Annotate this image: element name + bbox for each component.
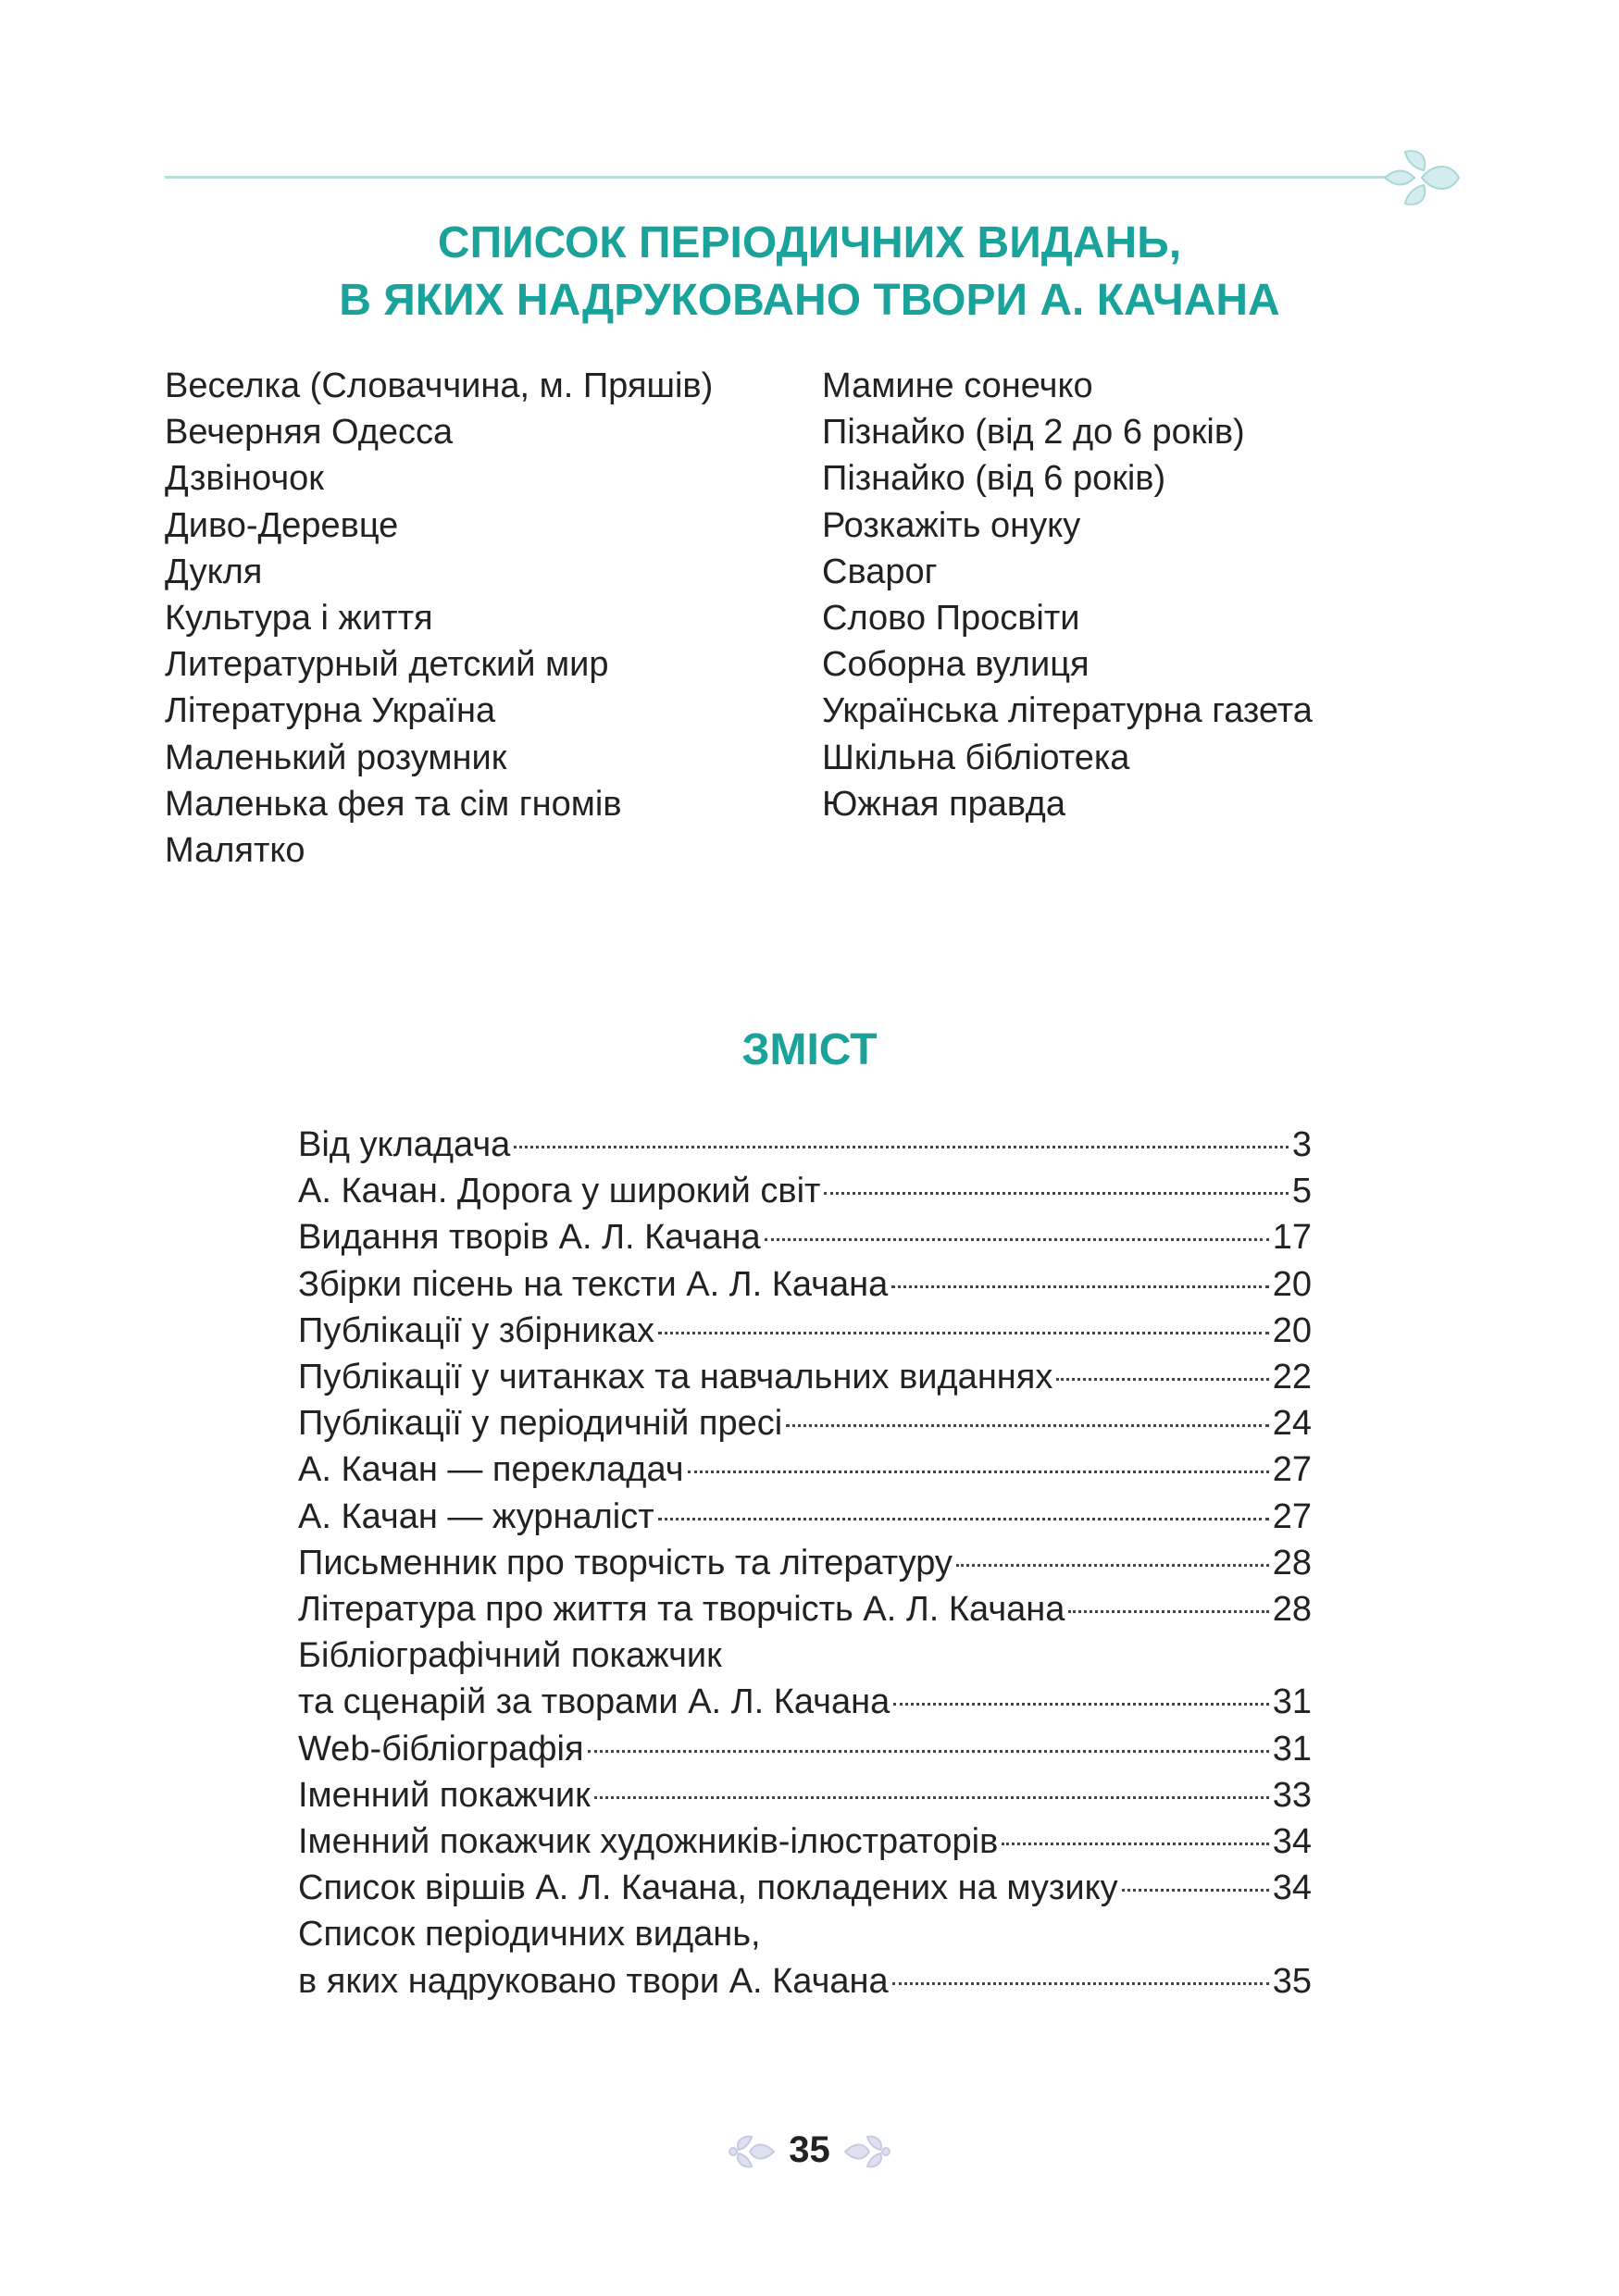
toc-entry-title: Іменний покажчик — [298, 1775, 591, 1815]
toc-entry — [298, 1261, 1312, 1308]
toc-entry-title: Web-бібліографія — [298, 1729, 584, 1769]
toc-entry-title: Публікації у читанках та навчальних виданнях — [298, 1358, 1053, 1397]
toc-dot-leader — [786, 1424, 1269, 1427]
toc-dot-leader — [893, 1703, 1269, 1706]
toc-page-number: 3 — [1291, 1125, 1312, 1164]
toc-page-number: 34 — [1272, 1868, 1312, 1908]
toc-dot-leader — [892, 1982, 1269, 1985]
page-footer — [0, 2127, 1619, 2173]
periodical-item: Соборна вулиця — [822, 645, 1090, 685]
toc-dot-leader — [1056, 1378, 1268, 1381]
toc-dot-leader — [1068, 1610, 1268, 1613]
periodicals-left-column — [165, 363, 713, 874]
toc-entry-title: Письменник про творчість та літературу — [298, 1543, 953, 1582]
right-footer-ornament-icon — [843, 2133, 891, 2170]
toc-entry — [298, 1354, 1312, 1400]
toc-page-number: 28 — [1272, 1543, 1312, 1582]
toc-entry-title: А. Качан — перекладач — [298, 1450, 684, 1490]
toc-entry-first-line: Бібліографічний покажчик — [298, 1636, 722, 1676]
toc-page-number: 28 — [1272, 1590, 1312, 1630]
toc-page-number: 27 — [1272, 1450, 1312, 1490]
periodical-item: Літературна Україна — [165, 691, 496, 731]
periodical-item: Пізнайко (від 2 до 6 років) — [822, 413, 1245, 453]
toc-page-number: 20 — [1272, 1264, 1312, 1304]
toc-page-number: 20 — [1272, 1310, 1312, 1350]
toc-entry — [298, 1958, 1312, 2004]
toc-entry — [298, 1446, 1312, 1493]
periodicals-right-column — [822, 363, 1313, 827]
toc-page-number: 31 — [1272, 1729, 1312, 1769]
left-footer-ornament-icon — [728, 2133, 776, 2170]
toc-entry-title: А. Качан — журналіст — [298, 1496, 654, 1536]
periodical-item: Дзвіночок — [165, 459, 324, 499]
periodical-item: Шкільна бібліотека — [822, 738, 1130, 777]
toc-entry — [298, 1586, 1312, 1632]
toc-entry-title: Збірки пісень на тексти А. Л. Качана — [298, 1264, 889, 1304]
toc-page-number: 22 — [1272, 1358, 1312, 1397]
toc-entry-title: Література про життя та творчість А. Л. Качана — [298, 1590, 1065, 1630]
table-of-contents — [298, 1122, 1312, 2004]
periodical-item: Слово Просвіти — [822, 599, 1080, 639]
toc-page-number: 17 — [1272, 1218, 1312, 1258]
periodical-item: Диво-Деревце — [165, 505, 399, 545]
periodical-item: Малятко — [165, 831, 305, 871]
periodical-item: Сварог — [822, 552, 938, 591]
toc-entry — [298, 1818, 1312, 1865]
periodical-item: Розкажіть онуку — [822, 505, 1081, 545]
toc-page-number: 33 — [1272, 1775, 1312, 1815]
toc-entry-title: та сценарій за творами А. Л. Качана — [298, 1682, 890, 1722]
toc-dot-leader — [588, 1750, 1269, 1753]
toc-entry — [298, 1865, 1312, 1911]
toc-entry — [298, 1679, 1312, 1725]
top-decorative-rule — [165, 176, 1387, 179]
periodical-item: Вечерняя Одесса — [165, 413, 454, 453]
toc-entry-title: А. Качан. Дорога у широкий світ — [298, 1172, 821, 1211]
toc-entry — [298, 1540, 1312, 1586]
toc-entry-title: Публікації у збірниках — [298, 1310, 655, 1350]
toc-dot-leader — [514, 1146, 1289, 1148]
toc-page-number: 27 — [1272, 1496, 1312, 1536]
toc-entry — [298, 1214, 1312, 1260]
toc-page-number: 5 — [1291, 1172, 1312, 1211]
periodical-item: Южная правда — [822, 784, 1065, 824]
toc-entry — [298, 1400, 1312, 1446]
page-number: 35 — [789, 2129, 830, 2170]
toc-page-number: 35 — [1272, 1961, 1312, 2001]
periodical-item: Маленький розумник — [165, 738, 507, 777]
toc-page-number: 34 — [1272, 1822, 1312, 1862]
toc-entry — [298, 1494, 1312, 1540]
toc-dot-leader — [1002, 1843, 1268, 1845]
toc-entry-title: Список віршів А. Л. Качана, покладених на музику — [298, 1868, 1118, 1908]
toc-dot-leader — [891, 1285, 1268, 1288]
toc-entry-title: в яких надруковано твори А. Качана — [298, 1961, 889, 2001]
toc-entry — [298, 1726, 1312, 1772]
toc-entry — [298, 1122, 1312, 1168]
periodical-item: Мамине сонечко — [822, 366, 1093, 405]
periodicals-heading-line1: СПИСОК ПЕРІОДИЧНИХ ВИДАНЬ, — [437, 218, 1182, 267]
toc-entry-title: Публікації у періодичній пресі — [298, 1404, 783, 1444]
toc-dot-leader — [658, 1518, 1269, 1520]
toc-page-number: 31 — [1272, 1682, 1312, 1722]
periodical-item: Маленька фея та сім гномів — [165, 784, 622, 824]
periodical-item: Культура і життя — [165, 599, 433, 639]
periodical-item: Пізнайко (від 6 років) — [822, 459, 1166, 499]
periodicals-heading-line2: В ЯКИХ НАДРУКОВАНО ТВОРИ А. КАЧАНА — [339, 276, 1280, 325]
toc-entry-title: Іменний покажчик художників-ілюстраторів — [298, 1822, 999, 1862]
periodicals-heading — [0, 215, 1619, 329]
toc-entry — [298, 1308, 1312, 1354]
toc-dot-leader — [824, 1192, 1288, 1195]
toc-entry-title: Видання творів А. Л. Качана — [298, 1218, 761, 1258]
toc-entry — [298, 1168, 1312, 1214]
toc-entry-title: Від укладача — [298, 1125, 511, 1164]
toc-page-number: 24 — [1272, 1404, 1312, 1444]
periodical-item: Литературный детский мир — [165, 645, 609, 685]
toc-dot-leader — [765, 1238, 1269, 1241]
toc-dot-leader — [1122, 1889, 1269, 1892]
periodical-item: Дукля — [165, 552, 263, 591]
toc-dot-leader — [956, 1564, 1269, 1567]
periodical-item: Веселка (Словаччина, м. Пряшів) — [165, 366, 714, 405]
toc-dot-leader — [658, 1332, 1269, 1334]
toc-entry — [298, 1772, 1312, 1818]
toc-dot-leader — [688, 1471, 1269, 1473]
toc-entry-first-line: Список періодичних видань, — [298, 1915, 761, 1955]
flourish-ornament-icon — [1377, 141, 1463, 215]
contents-heading: ЗМІСТ — [741, 1025, 878, 1074]
toc-dot-leader — [594, 1796, 1269, 1799]
periodical-item: Українська літературна газета — [822, 691, 1313, 731]
